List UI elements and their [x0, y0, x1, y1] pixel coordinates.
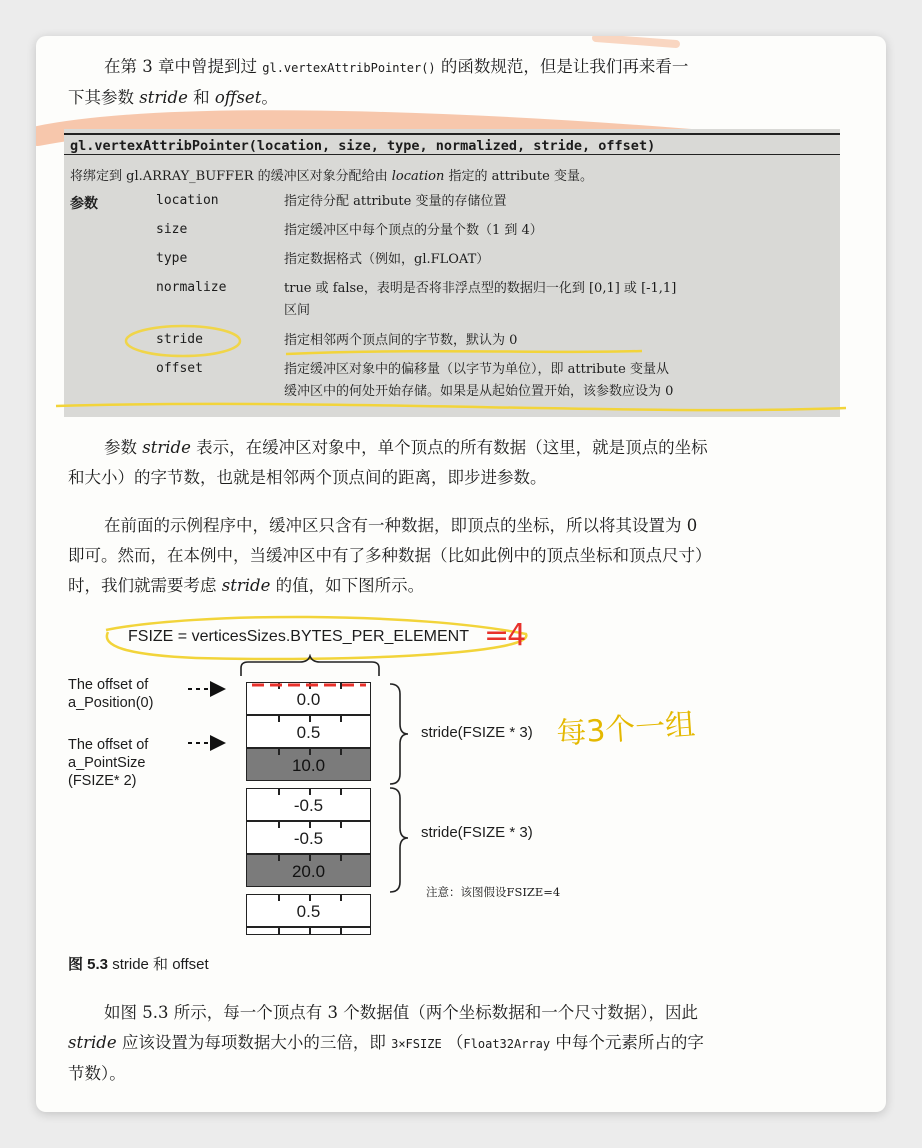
param-name: size — [156, 222, 188, 237]
cell-tick — [309, 789, 311, 795]
param-name: offset — [156, 361, 203, 376]
para-line: 即可。然而，在本例中，当缓冲区中有了多种数据（比如此例中的顶点坐标和顶点尺寸） — [68, 546, 712, 565]
para-stride: stride — [68, 1033, 117, 1052]
para-paren: （ — [446, 1033, 464, 1052]
cell-tick — [278, 855, 280, 861]
param-name: location — [156, 193, 219, 208]
para-line: 如图 5.3 所示，每一个顶点有 3 个数据值（两个坐标数据和一个尺寸数据），因此 — [104, 1003, 698, 1022]
caption-number: 图 5.3 — [68, 956, 109, 973]
desc-text: 将绑定到 gl.ARRAY_BUFFER 的缓冲区对象分配给由 — [70, 169, 388, 184]
para-stride: stride — [142, 438, 191, 457]
para-line: 的值，如下图所示。 — [275, 576, 425, 595]
cell-tick — [278, 749, 280, 755]
cell-tick — [309, 928, 311, 934]
intro-text: 在第 3 章中曾提到过 — [104, 57, 257, 76]
arrow-right-icon — [188, 681, 226, 697]
label-line: The offset of — [68, 737, 149, 753]
cell-tick — [278, 895, 280, 901]
intro-text-3: 下其参数 — [68, 88, 134, 107]
cell-tick — [309, 749, 311, 755]
conclusion-paragraph — [68, 998, 860, 1089]
para-code: 3×FSIZE — [391, 1037, 442, 1051]
label-line: a_Position(0) — [68, 695, 154, 711]
cell-tick — [278, 789, 280, 795]
param-desc-line: 缓冲区中的何处开始存储。如果是从起始位置开始，该参数应设为 0 — [284, 384, 674, 399]
cell-tick — [278, 928, 280, 934]
param-desc: 指定待分配 attribute 变量的存储位置 — [284, 194, 507, 209]
book-page — [36, 36, 886, 1112]
figure-caption — [68, 953, 209, 974]
handwritten-note: 每3个一组 — [555, 707, 697, 752]
caption-text: stride 和 offset — [112, 956, 209, 973]
arrow-right-icon — [188, 735, 226, 751]
param-name: normalize — [156, 280, 227, 295]
para-line: 节数）。 — [68, 1064, 126, 1083]
buffer-cell — [246, 788, 371, 821]
param-name: type — [156, 251, 188, 266]
intro-and: 和 — [193, 88, 210, 107]
param-name: stride — [156, 332, 203, 347]
red-dash-mark — [248, 680, 370, 690]
offset-pointsize-label — [68, 736, 148, 790]
label-line: a_PointSize — [68, 755, 146, 771]
para-code-2: Float32Array — [463, 1037, 551, 1051]
buffer-cell-size — [246, 854, 371, 887]
intro-offset: offset — [214, 88, 262, 107]
cell-tick — [340, 789, 342, 795]
offset-position-label — [68, 676, 153, 712]
cell-tick — [340, 928, 342, 934]
para-text-3: 和大小）的字节数，也就是相邻两个顶点间的距离，即步进参数。 — [68, 468, 547, 487]
buffer-cell — [246, 715, 371, 748]
intro-text-2: 的函数规范，但是让我们再来看一 — [440, 57, 689, 76]
cell-tick — [340, 895, 342, 901]
figure-note: 注意：该图假设FSIZE=4 — [426, 885, 561, 899]
para-line: 中每个元素所占的字 — [555, 1033, 704, 1052]
intro-stride: stride — [139, 88, 188, 107]
buffer-cell-end — [246, 927, 371, 935]
param-desc: 指定缓冲区中每个顶点的分量个数（1 到 4） — [284, 223, 543, 238]
desc-location: location — [391, 169, 445, 184]
para-stride: stride — [221, 576, 271, 595]
top-brace — [236, 654, 386, 678]
cell-tick — [340, 749, 342, 755]
cell-value: 0.5 — [296, 723, 321, 742]
desc-text-2: 指定的 attribute 变量。 — [448, 169, 593, 184]
yellow-highlighter-marks — [36, 36, 886, 436]
label-line: (FSIZE* 2) — [68, 773, 137, 789]
handwritten-equals-four: =4 — [484, 618, 525, 653]
para-text: 参数 — [104, 438, 137, 457]
param-desc: 指定相邻两个顶点间的字节数，默认为 0 — [284, 333, 518, 348]
label-line: The offset of — [68, 677, 149, 693]
para-line: 应该设置为每项数据大小的三倍，即 — [121, 1033, 386, 1052]
param-desc-line: true 或 false，表明是否将非浮点型的数据归一化到 [0,1] 或 [-1,1] — [284, 281, 677, 296]
cell-value: 0.0 — [296, 690, 321, 709]
right-braces — [386, 682, 416, 932]
stride-label-1: stride(FSIZE * 3) — [421, 724, 533, 741]
param-desc-line: 区间 — [284, 303, 311, 318]
cell-value: 20.0 — [291, 862, 326, 881]
cell-tick — [278, 716, 280, 722]
intro-code: gl.vertexAttribPointer() — [262, 61, 436, 75]
param-desc-line: 指定缓冲区对象中的偏移量（以字节为单位），即 attribute 变量从 — [284, 362, 669, 377]
buffer-cell — [246, 894, 371, 927]
cell-value: -0.5 — [293, 796, 324, 815]
buffer-cell-size — [246, 748, 371, 781]
para-line: 在前面的示例程序中，缓冲区只含有一种数据，即顶点的坐标，所以将其设置为 0 — [104, 516, 698, 535]
cell-tick — [340, 855, 342, 861]
cell-value: 10.0 — [291, 756, 326, 775]
cell-tick — [340, 716, 342, 722]
cell-tick — [309, 895, 311, 901]
offset-arrows — [186, 676, 246, 756]
cell-tick — [309, 822, 311, 828]
cell-tick — [309, 855, 311, 861]
params-label: 参数 — [70, 196, 98, 212]
stride-explanation-paragraph — [68, 433, 860, 493]
cell-tick — [340, 822, 342, 828]
cell-tick — [278, 822, 280, 828]
para-text-2: 表示，在缓冲区对象中，单个顶点的所有数据（这里，就是顶点的坐标 — [196, 438, 708, 457]
cell-value: 0.5 — [296, 902, 321, 921]
buffer-cell — [246, 821, 371, 854]
cell-tick — [309, 716, 311, 722]
fsize-label: FSIZE = verticesSizes.BYTES_PER_ELEMENT — [128, 628, 469, 645]
param-desc: 指定数据格式（例如，gl.FLOAT） — [284, 252, 490, 267]
para-line: 时，我们就需要考虑 — [68, 576, 217, 595]
example-paragraph — [68, 511, 860, 601]
cell-value: -0.5 — [293, 829, 324, 848]
stride-label-2: stride(FSIZE * 3) — [421, 824, 533, 841]
intro-end: 。 — [261, 88, 278, 107]
function-signature: gl.vertexAttribPointer(location, size, type, normalized, stride, offset) — [64, 133, 840, 155]
